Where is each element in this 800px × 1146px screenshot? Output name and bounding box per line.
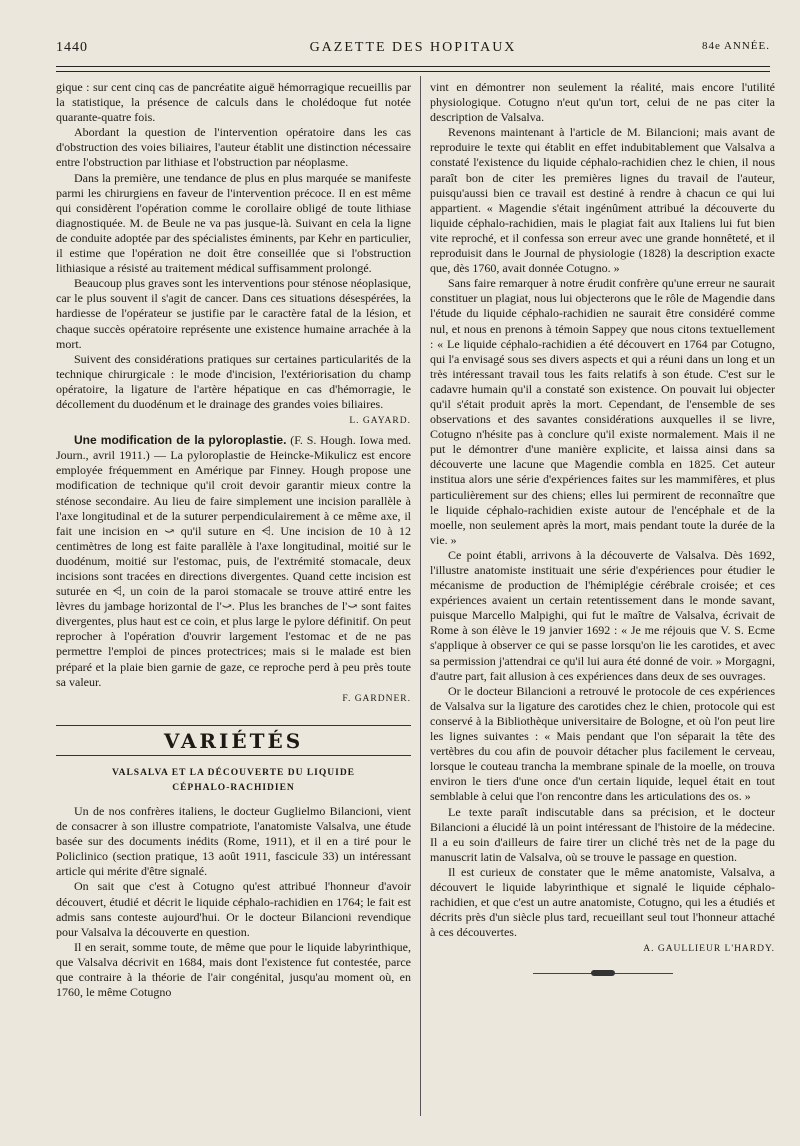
paragraph: Abordant la question de l'intervention opératoire dans les cas d'obstruction des voies biliaires, l'auteur établit une distinction nécessaire entre l'obstruction par lithiase et l'obstruction par néoplasme. — [56, 125, 411, 170]
article-reference: (F. S. Hough. Iowa med. Journ., avril 1911.) — — [56, 433, 411, 463]
paragraph: Il en serait, somme toute, de même que pour le liquide labyrinthique, que Valsalva décrivit en 1684, mais dont l'existence fut contestée, parce que contraire à la théorie de l'air congénital, jusqu'au moment où, en 1760, le même Cotugno — [56, 939, 411, 1000]
paragraph: Un de nos confrères italiens, le docteur Guglielmo Bilancioni, vient de consacrer à son illustre compatriote, l'anatomiste Valsalva, une étude basée sur des documents inédits (Rome, 1911), et il en a tiré pour le Policlinico (section pratique, 13 août 1911, fascicule 33) un intéressant article qui mérite d'être signalé. — [56, 803, 411, 879]
page-header — [56, 40, 770, 64]
journal-title: GAZETTE DES HOPITAUX — [309, 40, 517, 55]
paragraph: Revenons maintenant à l'article de M. Bilancioni; mais avant de reproduire le texte qui établit en effet indubitablement que Valsalva a constaté l'existence du liquide céphalo-rachidien chez le chien, il nous paraît bon de citer les premières lignes du travail de l'auteur, puisqu'aussi bien ce travail est destiné à rendre à chacun ce qui lui appartient. « Magendie s'était ingénûment attribué la découverte du liquide céphalo-rachidien, mais le plagiat fait aux Italiens lui fut bien vite reproché, et il confessa son erreur avec une grande honnêteté, et il reproduisit dans le Journal de physiologie (1828) la description exacte que, dès 1760, avait donnée Cotugno. » — [430, 125, 775, 276]
signature: A. GAULLIEUR L'HARDY. — [643, 944, 775, 955]
paragraph: Le texte paraît indiscutable dans sa précision, et le docteur Bilancioni a élucidé là un point intéressant de l'histoire de la médecine. Il a eu soin d'ailleurs de faire tirer un cliché très net de la page du manuscrit latin de Valsalva, où se trouve le passage en question. — [430, 804, 775, 864]
signature: L. GAYARD. — [349, 416, 411, 427]
paragraph: Suivent des considérations pratiques sur certaines particularités de la technique chirurgicale : le mode d'incision, l'extériorisation du champ opératoire, la ligature de l'artère hépatique en cas d'hémorragie, le décollement du duodénum et le drainage des grandes voies biliaires. — [56, 351, 411, 411]
journal-year: 84e ANNÉE. — [701, 40, 770, 52]
page-number: 1440 — [56, 40, 88, 55]
left-column — [56, 80, 411, 1000]
paragraph: Sans faire remarquer à notre érudit confrère qu'une erreur ne saurait constituer un plagiat, nous lui objecterons que le rôle de Magendie dans l'étude du liquide céphalo-rachidien ne saurait être considéré comme nul, et nous en prenons à témoin Sappey que nous citons textuellement : « Le liquide céphalo-rachidien a été découvert en 1764 par Cotugno, qui l'a envisagé sous ses divers aspects et qui a réuni dans un long et un très intéressant travail tous les faits relatifs à son étude. C'est sur le cadavre humain qu'il a constaté son existence. On pouvait lui objecter qu'il s'était produit après la mort. Cependant, de l'ensemble de ses observations et des savantes considérations auxquelles il se livre, Cotugno n'hésite pas à conclure qu'il existe normalement. Mais il ne put le démontrer d'une manière explicite, et laissa ainsi dans sa découverte une lacune que Magendie combla en 1825. Cet auteur institua alors une série d'expériences faites sur les mammifères, et plus particulièrement sur des chiens; elles lui permirent de reconnaître que le liquide céphalo-rachidien existe autour de l'encéphale et de la moelle, non seulement après la mort, mais pendant toute la durée de la vie. » — [430, 276, 775, 547]
right-column — [430, 80, 775, 980]
paragraph: Beaucoup plus graves sont les interventions pour sténose néoplasique, car le plus souvent il s'agit de cancer. Dans ces situations désespérées, la hardiesse de l'opérateur se justifie par le caractère fatal de la lésion, et chaque succès opératoire représente une existence humaine arrachée à la mort. — [56, 276, 411, 351]
paragraph: Il est curieux de constater que le même anatomiste, Valsalva, a découvert le liquide labyrinthique et signalé le liquide céphalo-rachidien, et que c'est un autre anatomiste, Cotugno, qui les a étudiés et décrits près d'un siècle plus tard, recueillant seul tout l'honneur attaché à ces découvertes. — [430, 864, 775, 940]
end-ornament — [533, 973, 673, 980]
paragraph: gique : sur cent cinq cas de pancréatite aiguë hémorragique recueillis par la statistique, la présence de calculs dans le cholédoque fut notée quarante-quatre fois. — [56, 80, 411, 125]
paragraph: Ce point établi, arrivons à la découverte de Valsalva. Dès 1692, l'illustre anatomiste instituait une série d'expériences pour étudier le mécanisme de production de l'hémiplégie cérébrale croisée; et ces expériences avaient un certain retentissement dans le monde savant, puisque Marcello Malpighi, qui fut le maître de Valsalva, écrivait de Rome à son élève le 19 janvier 1692 : « Je me réjouis que V. S. Ecme s'applique à observer ce qui se passe lorsqu'on lie les carotides, et avec sa permission j'attendrai ce qu'il lui aura été donné de voir. » Morgagni, d'autre part, fait allusion à ces expériences dans deux de ses ouvrages. — [430, 547, 775, 683]
article-heading-line: CÉPHALO-RACHIDIEN — [172, 782, 295, 793]
article-heading — [56, 766, 411, 796]
paragraph: Or le docteur Bilancioni a retrouvé le protocole de ces expériences de Valsalva sur la ligature des carotides chez le chien, protocole qui est conservé à la Bibliothèque universitaire de Bologne, et où l'on peut lire les lignes suivantes : « Mais pendant que l'on séparait la tête des vertèbres du cou afin de pouvoir détacher plus facilement le cerveau, lorsque le couteau trancha la membrane spinale de la moelle, on trouva environ le tiers d'une once d'un certain liquide, lequel était en tout semblable à celui que l'on rencontre dans les articulations des os. » — [430, 683, 775, 804]
paragraph: vint en démontrer non seulement la réalité, mais encore l'utilité physiologique. Cotugno n'eut qu'un tort, celui de ne pas citer la description de Valsalva. — [430, 80, 775, 125]
article-paragraph — [56, 433, 411, 690]
paragraph: Dans la première, une tendance de plus en plus marquée se manifeste parmi les chirurgiens en faveur de l'intervention précoce. Il en est même qui considèrent l'opération comme le corollaire obligé de toute lithiase diagnostiquée. M. de Beule ne va pas jusque-là. Suivant en cela la ligne de conduite adoptée par des spécialistes éminents, par Kehr en particulier, il estime que l'opération ne doit être conseillée que si l'obstruction lithiasique a résisté au traitement médical suffisamment prolongé. — [56, 170, 411, 276]
column-divider — [420, 76, 421, 1116]
paragraph: On sait que c'est à Cotugno qu'est attribué l'honneur d'avoir découvert, étudié et décrit le liquide céphalo-rachidien en 1764; le fait est admis sans conteste aujourd'hui. Or le docteur Bilancioni revendique pour Valsalva la découverte en question. — [56, 879, 411, 939]
signature: F. GARDNER. — [342, 693, 411, 704]
article-body: La pyloroplastie de Heincke-Mikulicz est encore employée fréquemment en Amérique par Finney. Hough propose une modification de technique qu'il croit devoir garantir mieux contre la sténose secondaire. Au lieu de faire simplement une incision parallèle à l'axe longitudinal et de la suturer perpendiculairement à ce même axe, il fait une incision en ⤻ qu'il suture en ⩤. Une incision de 10 à 12 centimètres de long est faite parallèle à l'axe longitudinal, moitié sur le duodénum, moitié sur l'estomac, puis, de l'extrémité stomacale, deux incisions sont tracées en directions divergentes. Quand cette incision est suturée en ⩤, un coin de la paroi stomacale se trouve attiré entre les lèvres du jambage horizontal de l'⤻. Plus les branches de l'⤻ sont faites divergentes, plus haut est ce coin, et plus large le pylore définitif. On peut reprocher à l'opération d'ouvrir largement l'estomac et de ne pas permettre l'emploi de pinces protectrices; mais si le malade est bien préparé et la plaie bien garnie de gaze, ce reproche perd à peu près toute sa valeur. — [56, 448, 411, 689]
article-heading-line: VALSALVA ET LA DÉCOUVERTE DU LIQUIDE — [111, 767, 356, 778]
article-title: Une modification de la pyloroplastie. — [74, 433, 287, 448]
section-heading: VARIÉTÉS — [56, 725, 411, 756]
header-rule — [56, 66, 770, 72]
